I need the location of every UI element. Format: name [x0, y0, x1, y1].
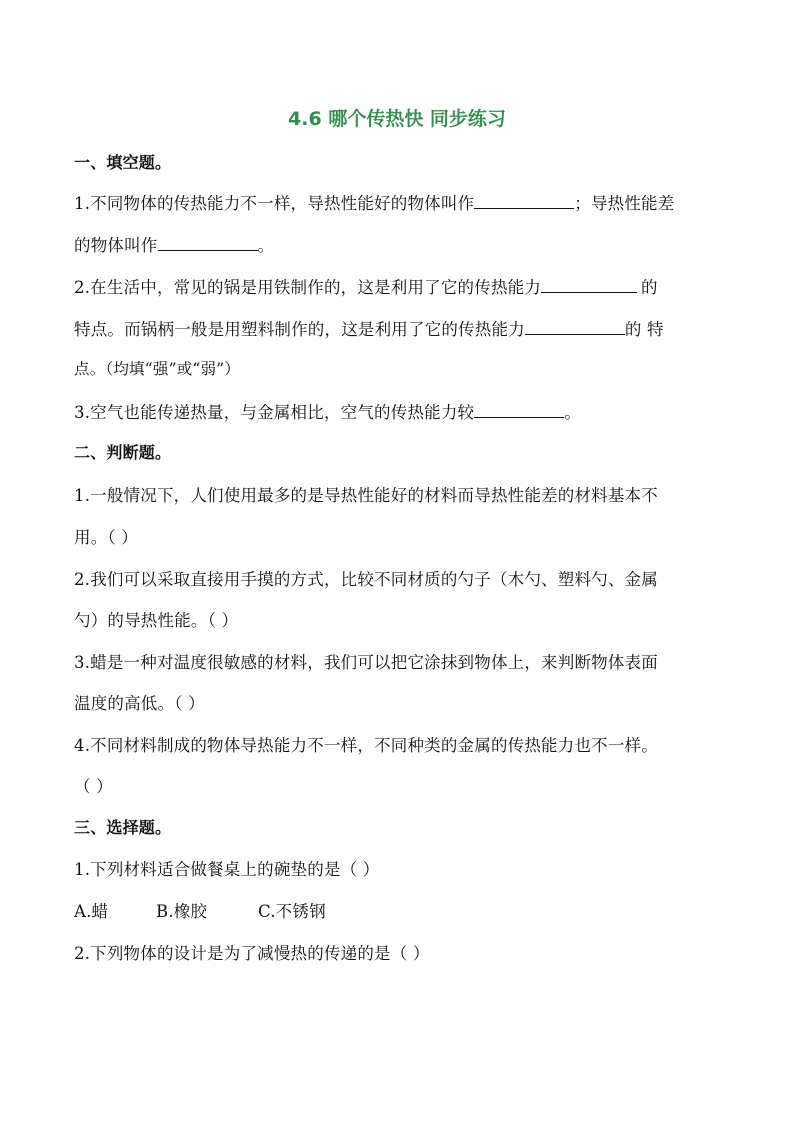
option-a[interactable]: A.蜡: [74, 902, 109, 921]
section-heading-fill-blank: 一、填空题。: [74, 153, 172, 172]
question-text: 3.空气也能传递热量，与金属相比，空气的传热能力较: [74, 403, 475, 422]
question-2-4-line-1: 4.不同材料制成的物体导热能力不一样，不同种类的金属的传热能力也不一样。: [74, 736, 658, 755]
section-heading-true-false: 二、判断题。: [74, 443, 172, 462]
question-3-2: 2.下列物体的设计是为了减慢热的传递的是（ ）: [74, 944, 430, 963]
page-title: 4.6 哪个传热快 同步练习: [288, 108, 506, 130]
question-text: ；导热性能差: [574, 194, 675, 213]
question-text: 的 特: [624, 320, 664, 339]
answer-blank[interactable]: [541, 276, 637, 293]
question-1-1-line-2: [74, 232, 274, 256]
question-text: 的: [641, 278, 658, 297]
question-text: 特点。而锅柄一般是用塑料制作的，这是利用了它的传热能力: [74, 320, 525, 339]
question-2-1-line-1: 1.一般情况下，人们使用最多的是导热性能好的材料而导热性能差的材料基本不: [74, 486, 658, 505]
question-text: 2.在生活中，常见的锅是用铁制作的，这是利用了它的传热能力: [74, 278, 542, 297]
question-1-2-line-3: 点。（均填“强”或“弱”）: [74, 360, 241, 378]
option-c[interactable]: C.不锈钢: [258, 902, 326, 921]
answer-blank[interactable]: [158, 234, 258, 251]
question-2-1-line-2: 用。（ ）: [74, 528, 138, 547]
question-text: 1.不同物体的传热能力不一样，导热性能好的物体叫作: [74, 194, 475, 213]
question-2-4-line-2: （ ）: [74, 777, 113, 796]
question-3-1: 1.下列材料适合做餐桌上的碗垫的是（ ）: [74, 860, 380, 879]
question-1-2-line-1: [74, 274, 658, 298]
section-heading-multiple-choice: 三、选择题。: [74, 818, 172, 837]
question-2-2-line-1: 2.我们可以采取直接用手摸的方式，比较不同材质的勺子（木勺、塑料勺、金属: [74, 570, 658, 589]
question-1-3: [74, 399, 581, 423]
question-2-2-line-2: 勺）的导热性能。（ ）: [74, 611, 239, 630]
question-2-3-line-1: 3.蜡是一种对温度很敏感的材料，我们可以把它涂抹到物体上，来判断物体表面: [74, 653, 658, 672]
question-1-1-line-1: [74, 190, 674, 214]
question-text: 的物体叫作: [74, 236, 158, 255]
question-3-1-options: [74, 898, 326, 922]
question-text: 。: [564, 403, 581, 422]
question-2-3-line-2: 温度的高低。（ ）: [74, 694, 205, 713]
answer-blank[interactable]: [474, 192, 574, 209]
question-text: 。: [257, 236, 275, 255]
option-b[interactable]: B.橡胶: [156, 902, 208, 921]
answer-blank[interactable]: [474, 401, 564, 418]
question-1-2-line-2: [74, 316, 664, 340]
answer-blank[interactable]: [525, 318, 625, 335]
